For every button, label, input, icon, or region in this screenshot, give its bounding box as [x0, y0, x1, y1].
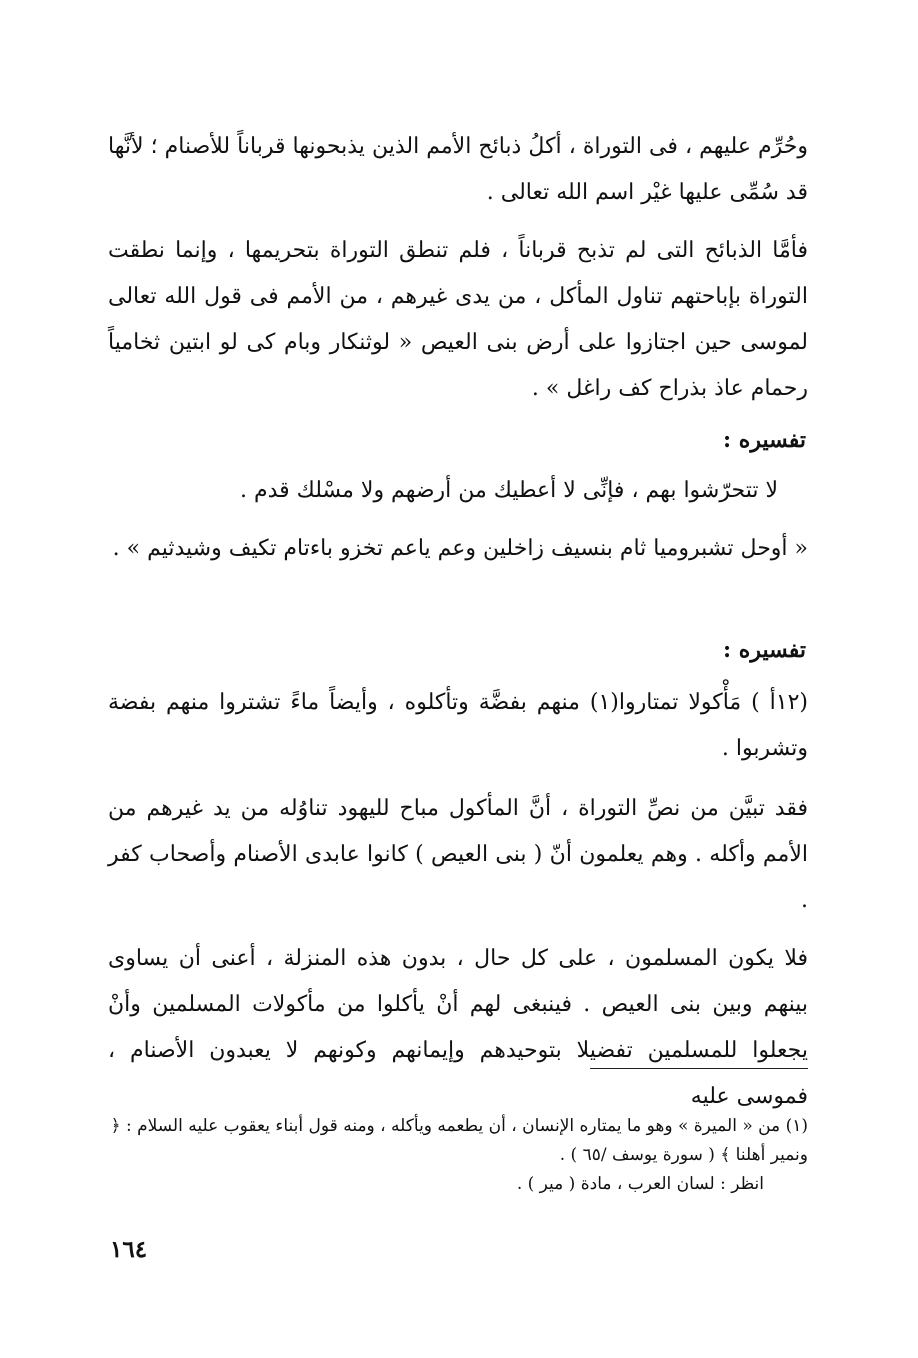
footnote-1: (١) من « الميرة » وهو ما يمتاره الإنسان ، أن يطعمه ويأكله ، ومنه قول أبناء يعقوب عليه السلام : ﴿ ونمير أهلنا ﴾ ( سورة يوسف /٦٥ ) . — [110, 1116, 808, 1165]
footnotes — [100, 1112, 808, 1199]
paragraph-5 — [108, 680, 808, 772]
paragraph-text: فقد تبيَّن من نصِّ التوراة ، أنَّ المأكول مباح لليهود تناوُله من يد غيرهم من الأمم وأكله . وهم يعلمون أنّ ( بنى العيص ) كانوا عابدى الأصنام وأصحاب كفر . — [108, 796, 808, 913]
paragraph-3 — [108, 468, 808, 514]
section-heading-2: تفسيره : — [723, 637, 806, 663]
paragraph-2 — [108, 228, 808, 412]
paragraph-text: فأمَّا الذبائح التى لم تذبح قرباناً ، فلم تنطق التوراة بتحريمها ، وإنما نطقت التوراة بإباحتهم تناول المأكل ، من يدى غيرهم ، من الأمم فى قول الله تعالى لموسى حين اجتازوا على أرض بنى العيص « لوثنكار وبام كى لو ابتين ثخامياً رحمام عاذ بذراح كف راغل » . — [108, 238, 808, 401]
page-number: ١٦٤ — [110, 1236, 148, 1263]
footnote-reference: انظر : لسان العرب ، مادة ( مير ) . — [516, 1174, 764, 1194]
section-heading-1: تفسيره : — [723, 427, 806, 453]
paragraph-7 — [108, 936, 808, 1120]
paragraph-1 — [108, 124, 808, 216]
paragraph-text: لا تتحرّشوا بهم ، فإنِّى لا أعطيك من أرضهم ولا مسْلك قدم . — [240, 478, 778, 503]
paragraph-text: وحُرِّم عليهم ، فى التوراة ، أكلُ ذبائح الأمم الذين يذبحونها قرباناً للأصنام ؛ لأنَّها قد سُمِّى عليها غيْر اسم الله تعالى . — [108, 134, 808, 205]
paragraph-6 — [108, 786, 808, 924]
paragraph-text: (١٢أ ) مَأْكولا تمتاروا(١) منهم بفضَّة وتأكلوه ، وأيضاً ماءً تشتروا منهم بفضة وتشربوا . — [108, 690, 808, 761]
footnote-separator — [590, 1068, 808, 1069]
paragraph-4 — [108, 526, 808, 572]
paragraph-text: « أوحل تشبروميا ثام بنسيف زاخلين وعم ياعم تخزو باءتام تكيف وشيدثيم » . — [112, 536, 808, 561]
paragraph-text: فلا يكون المسلمون ، على كل حال ، بدون هذه المنزلة ، أعنى أن يساوى بينهم وبين بنى العيص . فينبغى لهم أنْ يأكلوا من مأكولات المسلمين وأنْ يجعلوا للمسلمين تفضيلا بتوحيدهم وإيمانهم وكونهم لا يعبدون الأصنام ، فموسى عليه — [108, 946, 808, 1109]
